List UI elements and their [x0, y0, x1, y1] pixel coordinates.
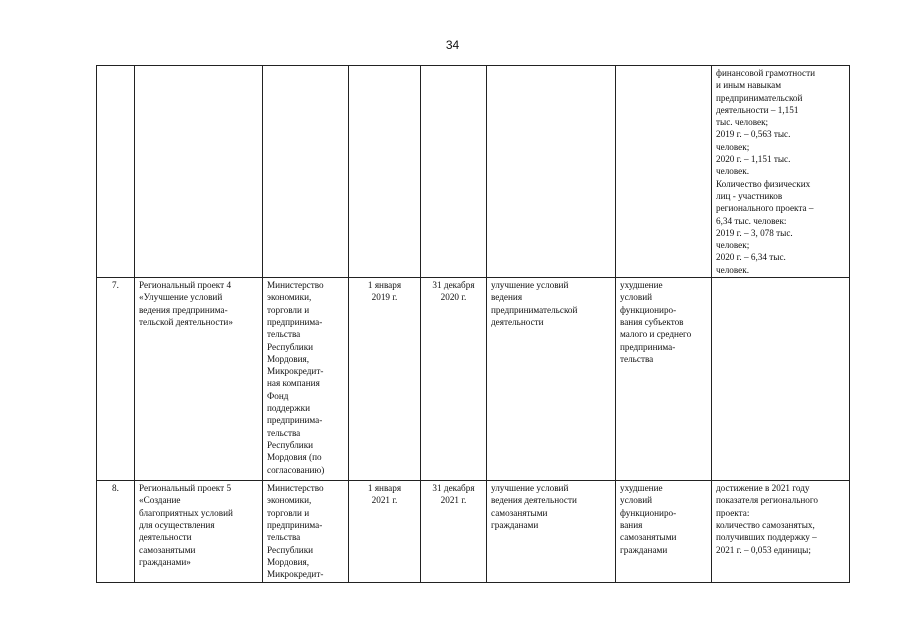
cell-line: Региональный проект 4	[139, 280, 232, 291]
consequences-cell	[616, 66, 712, 278]
cell-line: достижение в 2021 году	[716, 483, 810, 494]
cell-line: вания субъектов	[620, 316, 684, 327]
cell-line: Республики	[267, 439, 314, 450]
cell-line: функциониро-	[620, 507, 677, 518]
cell-line: 1 января	[367, 483, 402, 494]
cell-line: торговли и	[267, 507, 310, 518]
result-cell	[487, 66, 616, 278]
cell-line: Мордовия,	[267, 556, 310, 567]
cell-line: предпринима-	[267, 519, 323, 530]
executor-cell	[263, 481, 349, 583]
cell-line: ведения предпринима-	[139, 304, 228, 315]
cell-line: тельства	[267, 329, 301, 340]
cell-line: функциониро-	[620, 304, 677, 315]
cell-line: 2021 г.	[440, 495, 467, 506]
table-row	[97, 66, 850, 278]
cell-line: тельства	[620, 353, 654, 364]
measures-table	[96, 65, 850, 583]
cell-line: 2019 г. – 0,563 тыс.	[716, 129, 791, 140]
project-cell	[135, 481, 263, 583]
cell-line: условий	[620, 292, 653, 303]
result-cell	[487, 278, 616, 481]
cell-line: Мордовия (по	[267, 452, 322, 463]
cell-line: экономики,	[267, 292, 312, 303]
cell-line: лиц - участников	[716, 190, 783, 201]
row-number-cell	[97, 66, 135, 278]
cell-line: 2019 г. – 3, 078 тыс.	[716, 227, 793, 238]
indicators-cell	[712, 481, 850, 583]
project-cell	[135, 66, 263, 278]
cell-line: Министерство	[267, 280, 324, 291]
cell-line: деятельности	[139, 532, 192, 543]
table-row	[97, 278, 850, 481]
indicators-cell	[712, 66, 850, 278]
cell-line: 2020 г. – 6,34 тыс.	[716, 252, 786, 263]
cell-line: предпринимательской	[491, 304, 578, 315]
cell-line: 2020 г. – 1,151 тыс.	[716, 154, 791, 165]
executor-cell	[263, 278, 349, 481]
cell-line: вания	[620, 519, 643, 530]
page-number: 34	[445, 38, 460, 52]
cell-line: тыс. человек;	[716, 117, 769, 128]
cell-line: предпринимательской	[716, 92, 803, 103]
cell-line: 2021 г. – 0,053 единицы;	[716, 544, 811, 555]
cell-line: гражданами	[620, 544, 668, 555]
cell-line: ная компания	[267, 378, 320, 389]
cell-line: человек;	[716, 240, 750, 251]
cell-line: 2021 г.	[371, 495, 398, 506]
start-date-cell	[349, 278, 421, 481]
cell-line: 31 декабря	[432, 280, 475, 291]
cell-line: Республики	[267, 544, 314, 555]
cell-line: 31 декабря	[432, 483, 475, 494]
cell-line: деятельности – 1,151	[716, 104, 799, 115]
cell-line: для осуществления	[139, 519, 215, 530]
cell-line: проекта:	[716, 507, 750, 518]
cell-line: ведения	[491, 292, 523, 303]
cell-line: экономики,	[267, 495, 312, 506]
cell-line: получивших поддержку –	[716, 532, 817, 543]
cell-line: Количество физических	[716, 178, 811, 189]
cell-line: 2020 г.	[440, 292, 467, 303]
cell-line: ухудшение	[620, 483, 663, 494]
start-date-cell	[349, 66, 421, 278]
cell-line: Министерство	[267, 483, 324, 494]
cell-line: предпринима-	[267, 316, 323, 327]
cell-line: гражданами»	[139, 556, 191, 567]
cell-line: условий	[620, 495, 653, 506]
cell-line: 1 января	[367, 280, 402, 291]
cell-line: торговли и	[267, 304, 310, 315]
end-date-cell	[421, 278, 487, 481]
cell-line: Региональный проект 5	[139, 483, 232, 494]
cell-line: малого и среднего	[620, 329, 692, 340]
cell-line: самозанятыми	[139, 544, 196, 555]
cell-line: человек;	[716, 141, 750, 152]
table-row	[97, 481, 850, 583]
cell-line: самозанятыми	[620, 532, 677, 543]
cell-line: самозанятыми	[491, 507, 548, 518]
cell-line: предпринима-	[620, 341, 676, 352]
cell-line: человек.	[716, 166, 749, 177]
cell-line: 6,34 тыс. человек:	[716, 215, 787, 226]
cell-line: и иным навыкам	[716, 80, 782, 91]
start-date-cell	[349, 481, 421, 583]
project-cell	[135, 278, 263, 481]
cell-line: деятельности	[491, 316, 544, 327]
end-date-cell	[421, 66, 487, 278]
indicators-cell	[712, 278, 850, 481]
cell-line: улучшение условий	[491, 280, 569, 291]
row-number-cell: 7.	[97, 278, 135, 481]
end-date-cell	[421, 481, 487, 583]
consequences-cell	[616, 278, 712, 481]
cell-line: Мордовия,	[267, 353, 310, 364]
cell-line: «Улучшение условий	[139, 292, 223, 303]
cell-line: гражданами	[491, 519, 539, 530]
cell-line: поддержки	[267, 403, 310, 414]
cell-line: тельской деятельности»	[139, 316, 233, 327]
cell-line: тельства	[267, 532, 301, 543]
executor-cell	[263, 66, 349, 278]
cell-line: улучшение условий	[491, 483, 569, 494]
cell-line: показателя регионального	[716, 495, 819, 506]
cell-line: согласованию)	[267, 464, 325, 475]
cell-line: «Создание	[139, 495, 181, 506]
cell-line: благоприятных условий	[139, 507, 233, 518]
cell-line: Микрокредит-	[267, 366, 324, 377]
cell-line: тельства	[267, 427, 301, 438]
cell-line: 2019 г.	[371, 292, 398, 303]
cell-line: количество самозанятых,	[716, 519, 815, 530]
cell-line: регионального проекта –	[716, 203, 814, 214]
cell-line: ведения деятельности	[491, 495, 577, 506]
cell-line: ухудшение	[620, 280, 663, 291]
cell-line: финансовой грамотности	[716, 68, 816, 78]
row-number-cell: 8.	[97, 481, 135, 583]
consequences-cell	[616, 481, 712, 583]
cell-line: Фонд	[267, 390, 289, 401]
cell-line: предпринима-	[267, 415, 323, 426]
cell-line: Республики	[267, 341, 314, 352]
cell-line: Микрокредит-	[267, 569, 324, 580]
result-cell	[487, 481, 616, 583]
cell-line: человек.	[716, 264, 749, 275]
